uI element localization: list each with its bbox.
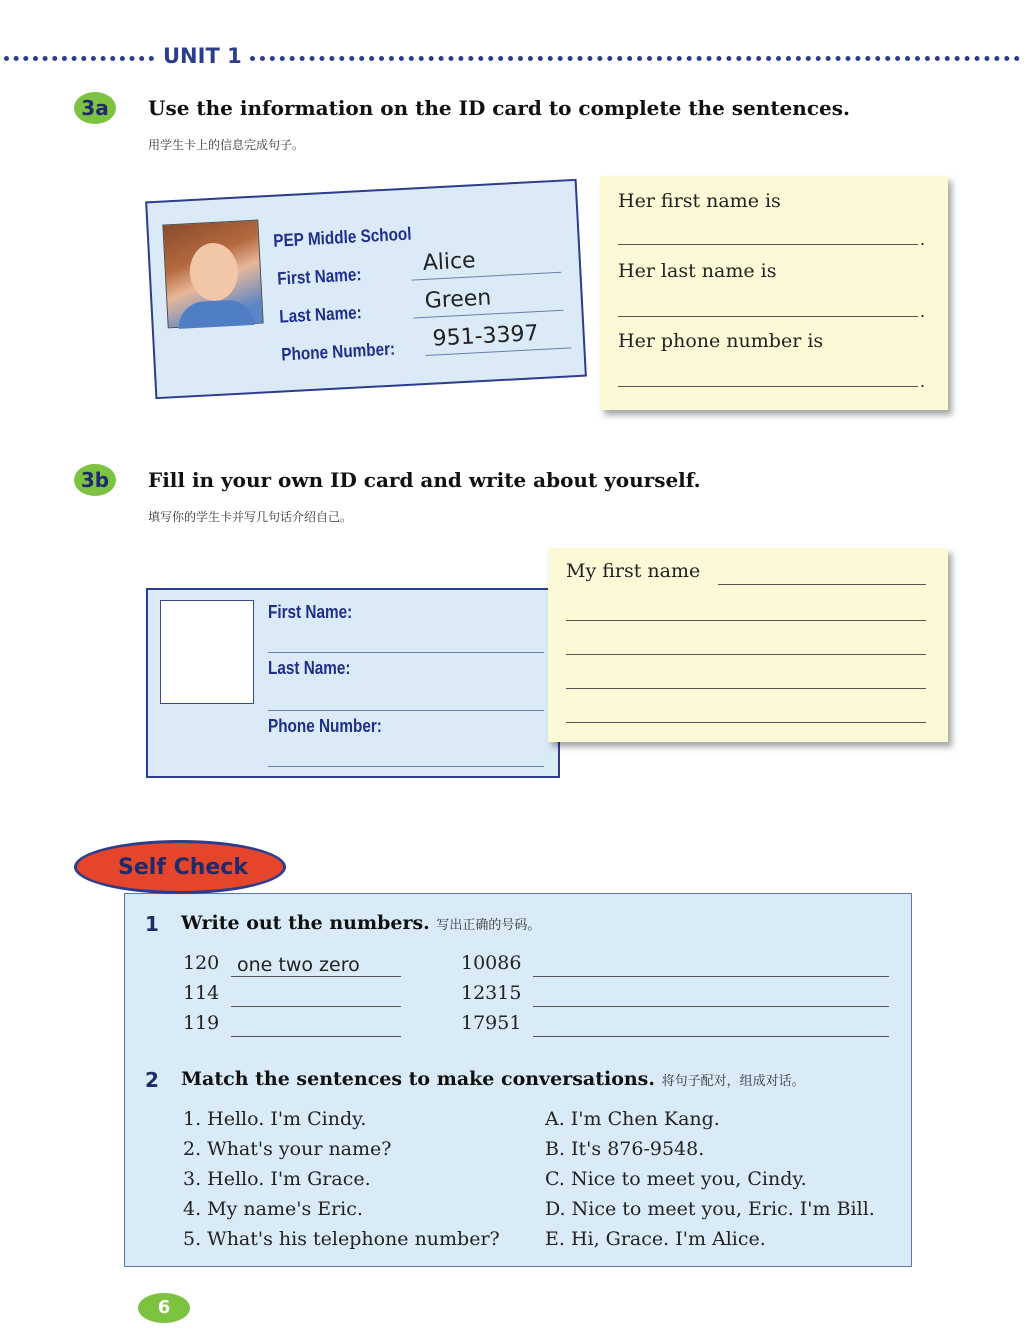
answer-line[interactable] [618, 386, 918, 387]
instruction-3b: Fill in your own ID card and write about yourself. [148, 468, 701, 492]
answer-line[interactable] [533, 1006, 889, 1007]
number-item: 120 [183, 952, 220, 974]
task-1-title [181, 912, 540, 934]
match-right-item: B. It's 876-9548. [545, 1138, 705, 1160]
match-right-item: E. Hi, Grace. I'm Alice. [545, 1228, 766, 1250]
card-last-name-value: Green [424, 285, 492, 314]
sentence-first-name: Her first name is [618, 190, 781, 212]
number-item: 119 [183, 1012, 220, 1034]
unit-label: UNIT 1 [163, 44, 242, 68]
card-first-name-value: Alice [422, 248, 477, 276]
task-1-title-cn: 写出正确的号码。 [436, 918, 541, 933]
answer-line[interactable] [566, 722, 926, 723]
unit-header [0, 40, 1024, 74]
student-photo [162, 220, 263, 329]
phone-input-line[interactable] [268, 766, 544, 767]
shoulders-shape [177, 299, 254, 329]
face-shape [188, 242, 239, 302]
match-right-item: C. Nice to meet you, Cindy. [545, 1168, 807, 1190]
card-first-name-label: First Name: [268, 602, 353, 622]
badge-3b: 3b [74, 464, 116, 496]
answer-line[interactable] [533, 1036, 889, 1037]
match-left-item: 3. Hello. I'm Grace. [183, 1168, 371, 1190]
task-1-number: 1 [145, 912, 159, 936]
instruction-3a: Use the information on the ID card to complete the sentences. [148, 96, 850, 120]
instruction-3a-cn: 用学生卡上的信息完成句子。 [148, 138, 305, 152]
answer-line[interactable] [618, 244, 918, 245]
number-item: 12315 [461, 982, 522, 1004]
answer-line[interactable] [533, 976, 889, 977]
card-phone-label: Phone Number: [268, 716, 382, 736]
match-left-item: 4. My name's Eric. [183, 1198, 363, 1220]
match-left-item: 2. What's your name? [183, 1138, 392, 1160]
card-last-name-label: Last Name: [268, 658, 351, 678]
number-item: 10086 [461, 952, 522, 974]
answer-line[interactable] [231, 1006, 401, 1007]
card-school-name: PEP Middle School [272, 223, 412, 251]
match-left-item: 5. What's his telephone number? [183, 1228, 500, 1250]
sentence-phone-number: Her phone number is [618, 330, 824, 352]
card-first-name-label: First Name: [276, 264, 362, 289]
period: . [920, 302, 926, 321]
answer-line[interactable] [718, 584, 926, 585]
task-1-title-en: Write out the numbers. [181, 912, 430, 934]
task-2-title [181, 1068, 805, 1090]
period: . [920, 230, 926, 249]
card-phone-value: 951-3397 [432, 321, 540, 352]
instruction-3b-cn: 填写你的学生卡并写几句话介绍自己。 [148, 510, 353, 524]
self-check-title: Self Check [118, 855, 248, 880]
badge-3a: 3a [74, 92, 116, 124]
answer-line[interactable] [566, 688, 926, 689]
match-left-item: 1. Hello. I'm Cindy. [183, 1108, 367, 1130]
note-box-3b [548, 548, 948, 742]
self-check-badge [74, 840, 286, 894]
answer-line[interactable] [618, 316, 918, 317]
task-2-title-cn: 将句子配对，组成对话。 [661, 1074, 805, 1089]
answer-line[interactable] [566, 620, 926, 621]
photo-placeholder [160, 600, 254, 704]
dotted-rule-right [250, 56, 1020, 61]
task-2-number: 2 [145, 1068, 159, 1092]
card-phone-label: Phone Number: [280, 338, 396, 365]
card-last-name-label: Last Name: [278, 302, 363, 327]
task-2-title-en: Match the sentences to make conversations. [181, 1068, 655, 1090]
answer-line[interactable] [231, 1036, 401, 1037]
answer-line[interactable] [231, 976, 401, 977]
page-number: 6 [138, 1293, 190, 1323]
id-card-alice [145, 179, 587, 399]
period: . [920, 372, 926, 391]
dotted-rule-left [4, 56, 154, 61]
note-box-3a [600, 176, 948, 410]
number-item: 114 [183, 982, 220, 1004]
last-name-input-line[interactable] [268, 710, 544, 711]
number-answer: one two zero [237, 954, 360, 976]
match-right-item: D. Nice to meet you, Eric. I'm Bill. [545, 1198, 875, 1220]
answer-line[interactable] [566, 654, 926, 655]
sentence-my-first-name: My first name [566, 560, 701, 582]
first-name-input-line[interactable] [268, 652, 544, 653]
id-card-blank [146, 588, 560, 778]
self-check-box [124, 893, 912, 1267]
sentence-last-name: Her last name is [618, 260, 777, 282]
number-item: 17951 [461, 1012, 522, 1034]
match-right-item: A. I'm Chen Kang. [545, 1108, 720, 1130]
